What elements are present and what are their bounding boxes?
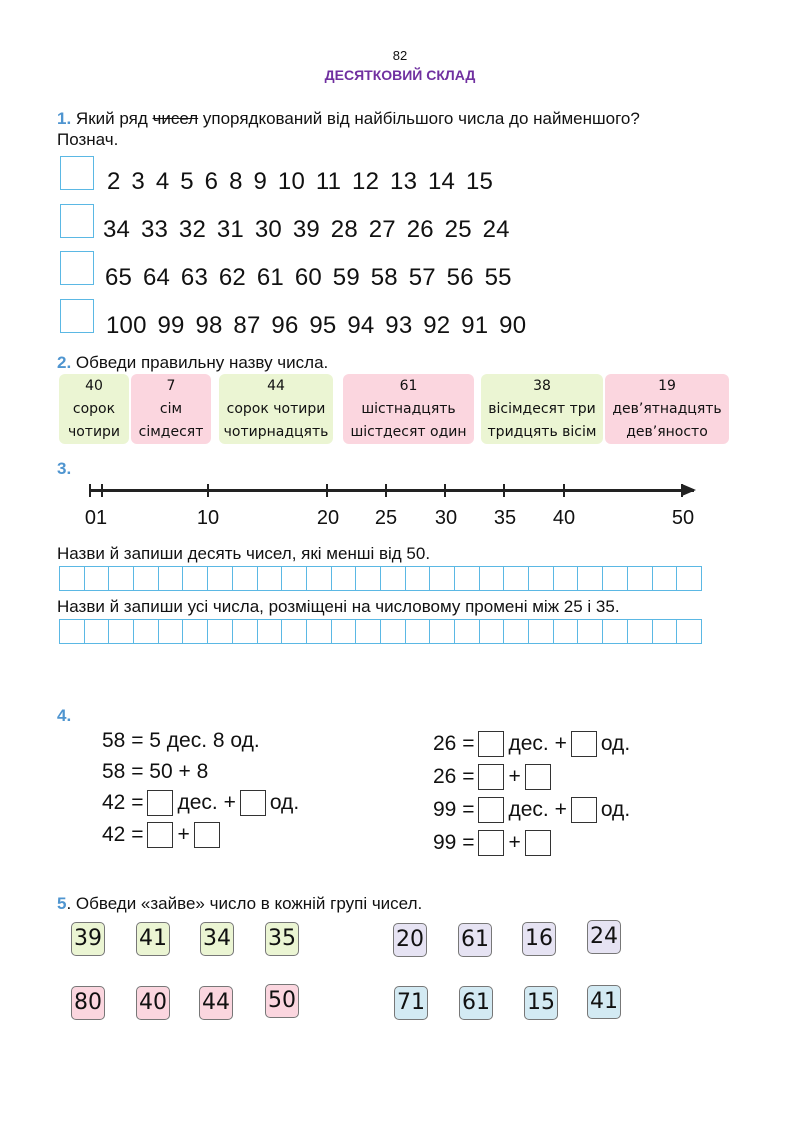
task3-instruction-2: Назви й запиши усі числа, розміщені на числовому промені між 25 і 35. [57,597,620,616]
number-tile[interactable]: 61 [458,923,492,957]
task1-checkbox-4[interactable] [60,299,94,333]
answer-box[interactable] [478,731,504,757]
number-line-arrow-icon [682,484,696,496]
name-card-38[interactable] [481,374,603,444]
card-number: 44 [267,378,285,394]
card-option-2[interactable]: сімдесят [138,424,204,440]
task3-number: 3. [57,459,72,478]
answer-box[interactable] [525,764,551,790]
equation-left-3: 42 = дес. + од. [102,791,300,814]
card-option-1[interactable]: шістнадцять [361,401,456,417]
task1-checkbox-1[interactable] [60,156,94,190]
tick-label: 20 [316,507,340,529]
tick-10 [207,484,209,497]
number-tile[interactable]: 39 [71,922,105,956]
number-tile[interactable]: 15 [524,986,558,1020]
card-number: 61 [399,378,418,394]
task1-checkbox-2[interactable] [60,204,94,238]
card-option-1[interactable]: дев’ятнадцять [612,401,722,417]
task4-number: 4. [57,706,72,725]
task3-instruction-1: Назви й запиши десять чисел, які менші від 50. [57,544,431,563]
tick-20 [326,484,328,497]
task5-text: . Обведи «зайве» число в кожній групі чисел. [66,894,423,913]
tick-50 [681,484,683,497]
name-card-40[interactable] [59,374,129,444]
answer-box[interactable] [240,790,266,816]
tick-25 [385,484,387,497]
equation-right-2: 26 = + [433,764,555,790]
page-title: ДЕСЯТКОВИЙ СКЛАД [324,67,476,83]
answer-box[interactable] [194,822,220,848]
number-tile[interactable]: 24 [587,920,621,954]
answer-box[interactable] [478,764,504,790]
task1-number: 1. [57,109,72,128]
card-option-2[interactable]: тридцять вісім [487,424,597,440]
card-option-1[interactable]: сорок чотири [226,401,326,417]
task1-row-4: 100 99 98 87 96 95 94 93 92 91 90 [106,312,527,339]
tick-label: 30 [434,507,458,529]
tick-label: 40 [552,507,576,529]
page-number: 82 [392,48,408,63]
name-card-19[interactable] [605,374,729,444]
task2-text: Обведи правильну назву числа. [75,353,329,372]
card-option-1[interactable]: вісімдесят три [488,401,596,417]
answer-box[interactable] [571,731,597,757]
task1-row-2: 34 33 32 31 30 39 28 27 26 25 24 [103,216,510,243]
number-tile[interactable]: 16 [522,922,556,956]
card-number: 40 [85,378,103,394]
number-tile[interactable]: 34 [200,922,234,956]
number-tile[interactable]: 71 [394,986,428,1020]
number-tile[interactable]: 41 [587,985,621,1019]
card-option-2[interactable]: чотири [67,424,121,440]
answer-box[interactable] [147,790,173,816]
card-option-1[interactable]: сорок [72,401,116,417]
tick-label: 50 [671,507,695,529]
task1-text-a: Який ряд [75,109,148,128]
tick-30 [444,484,446,497]
task1-row-1: 2 3 4 5 6 8 9 10 11 12 13 14 15 [107,168,494,195]
card-option-2[interactable]: чотирнадцять [223,424,329,440]
answer-box[interactable] [147,822,173,848]
card-number: 38 [533,378,551,394]
tick-label: 10 [196,507,220,529]
number-tile[interactable]: 44 [199,986,233,1020]
task2-question [57,352,328,373]
card-option-2[interactable]: шістдесят один [350,424,467,440]
task1-text-strike: чисел [152,109,199,128]
equation-right-1: 26 = дес. + од. [433,732,631,755]
card-option-2[interactable]: дев’яносто [626,424,708,440]
tick-35 [503,484,505,497]
answer-box[interactable] [571,797,597,823]
equation-left-2: 58 = 50 + 8 [102,760,209,783]
number-tile[interactable]: 40 [136,986,170,1020]
equation-left-1: 58 = 5 дес. 8 од. [102,729,260,752]
task1-text-b: упорядкований від найбільшого числа до найменшого? [202,109,640,128]
answer-box[interactable] [478,797,504,823]
card-option-1[interactable]: сім [159,401,183,417]
name-card-61[interactable] [343,374,474,444]
task2-number: 2. [57,353,72,372]
answer-box[interactable] [525,830,551,856]
answer-box[interactable] [478,830,504,856]
number-line [90,489,694,492]
tick-40 [563,484,565,497]
card-number: 7 [166,378,176,394]
tick-label: 01 [84,507,108,529]
answer-grid-1[interactable] [59,566,702,591]
task1-question [57,108,777,150]
task1-row-3: 65 64 63 62 61 60 59 58 57 56 55 [105,264,512,291]
number-tile[interactable]: 20 [393,923,427,957]
equation-left-4: 42 = + [102,822,224,848]
tick-0 [89,484,91,497]
number-tile[interactable]: 61 [459,986,493,1020]
task1-checkbox-3[interactable] [60,251,94,285]
task5-number: 5 [57,894,67,913]
tick-label: 35 [493,507,517,529]
number-tile[interactable]: 41 [136,922,170,956]
number-tile[interactable]: 35 [265,922,299,956]
task1-text-c: Познач. [57,130,119,149]
name-card-7[interactable] [131,374,211,444]
card-number: 19 [658,378,676,394]
equation-right-3: 99 = дес. + од. [433,798,631,821]
number-tile[interactable]: 50 [265,984,299,1018]
equation-right-4: 99 = + [433,830,555,856]
tick-1 [101,484,103,497]
name-card-44[interactable] [219,374,333,444]
number-tile[interactable]: 80 [71,986,105,1020]
task5-question [57,893,422,914]
answer-grid-2[interactable] [59,619,702,644]
tick-label: 25 [374,507,398,529]
